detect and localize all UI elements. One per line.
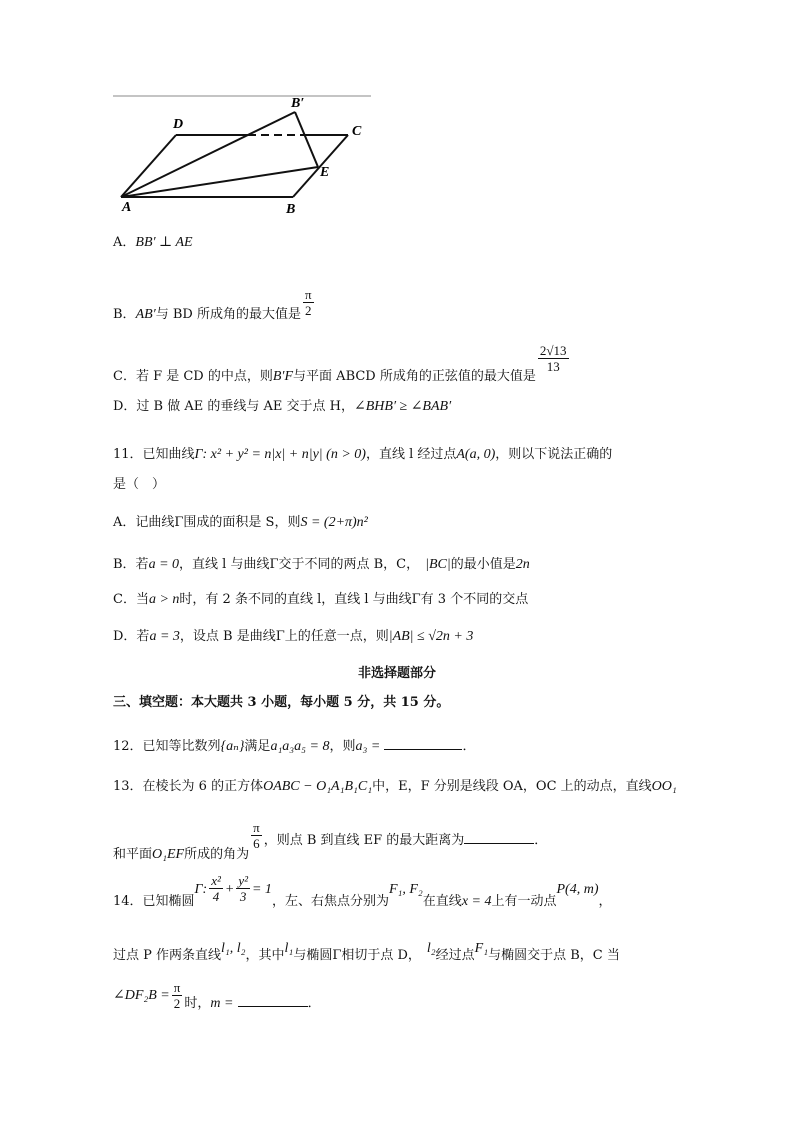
geometry-figure [113, 95, 375, 220]
q11-d-m1: a = 3 [149, 629, 180, 644]
q14-fx-num: x² [211, 873, 221, 888]
q11-curve: Γ: x² + y² = n|x| + n|y| (n > 0) [194, 447, 366, 462]
q11-stem-c: ，则以下说法正确的 [495, 447, 613, 462]
q11-b-text1: ，直线 l 与曲线Γ交于不同的两点 B，C， [179, 557, 420, 572]
q13-line-oo1: OO₁ [651, 779, 677, 794]
q14-lines-l1l2: l₁, l₂ [221, 941, 246, 956]
q14-fx-den: 4 [212, 889, 220, 904]
q12-c: ，则 [329, 739, 356, 754]
q11-a-text: A．记曲线Γ围成的面积是 S，则 [113, 515, 301, 530]
q14-fraction [172, 980, 183, 1011]
q14-end: ． [307, 996, 321, 1011]
q10-d-prefix: D．过 B 做 AE 的垂线与 AE 交于点 H， [113, 399, 354, 414]
q10-c-prefix: C．若 F 是 CD 的中点，则 [113, 369, 273, 384]
label-B: B [286, 202, 296, 217]
q10-b-text: 与 BD 所成角的最大值是 [155, 307, 301, 322]
q14-e: ， [598, 894, 612, 909]
q10-d-math: ∠BHB′ ≥ ∠BAB′ [354, 399, 452, 414]
q11-option-a [113, 514, 368, 532]
q14-plus: + [224, 882, 235, 897]
q14-g: ，其中 [245, 948, 285, 963]
label-B-prime: B′ [291, 96, 305, 111]
edge-B-prime-E [295, 112, 318, 167]
q10-c-frac-den: 13 [546, 359, 560, 374]
q11-b-m1: a = 0 [148, 557, 180, 572]
q14-l2: l₂ [426, 941, 436, 956]
q10-c-frac-num: 2√13 [539, 343, 567, 358]
q14-point-p: P(4, m) [556, 882, 599, 897]
q13-frac-den: 6 [253, 836, 260, 851]
q14-answer-blank[interactable] [238, 992, 308, 1007]
q14-c: 在直线 [422, 894, 462, 909]
q14-line3 [113, 980, 321, 1024]
q13-end: ． [534, 833, 548, 848]
q14-line-x4: x = 4 [461, 894, 492, 909]
label-E: E [320, 165, 330, 180]
q14-eq: = 1 [251, 882, 272, 897]
q11-stem-a: 11．已知曲线 [113, 447, 195, 462]
q14-line1 [113, 873, 612, 920]
q11-b-text2: 的最小值是 [450, 557, 516, 572]
q10-c-math: B′F [272, 369, 294, 384]
q14-frac-num: π [173, 980, 181, 995]
q13-cube: OABC − O₁A₁B₁C₁ [263, 779, 373, 794]
q13-answer-blank[interactable] [464, 829, 534, 844]
q12-end: ． [462, 739, 476, 754]
q11-c-prefix: C．当 [113, 592, 149, 607]
q12-line [113, 735, 476, 756]
q14-i: 经过点 [435, 948, 475, 963]
q11-stem-b: ，直线 l 经过点 [365, 447, 457, 462]
q10-b-frac-den: 2 [305, 303, 312, 318]
q14-foci: F₁, F₂ [388, 882, 423, 897]
part3-heading: 三、填空题：本大题共 3 小题，每小题 5 分，共 15 分。 [113, 695, 450, 710]
q10-a-math: BB′ ⊥ AE [135, 235, 193, 250]
q10-b-fraction [303, 287, 314, 318]
q13-c: 和平面 [113, 847, 153, 862]
q14-frac-den: 2 [173, 996, 181, 1011]
q13-plane: O₁EF [152, 847, 185, 862]
q10-b-math: AB′ [135, 307, 156, 322]
q10-a-prefix: A． [113, 235, 136, 250]
q13-frac-num: π [253, 820, 260, 835]
q11-stem-line1 [113, 446, 612, 464]
q13-e: ，则点 B 到直线 EF 的最大距离为 [263, 833, 465, 848]
q11-b-m3: 2n [515, 557, 530, 572]
q11-d-m2: |AB| ≤ √2n + 3 [388, 629, 474, 644]
label-A: A [122, 200, 132, 215]
q14-m-eq: m = [210, 996, 234, 1011]
q12-b: 满足 [244, 739, 271, 754]
q14-d: 上有一动点 [491, 894, 557, 909]
q11-a-math: S = (2+π)n² [300, 515, 368, 530]
q14-frac-x [209, 873, 223, 904]
q11-d-text: ，设点 B 是曲线Γ上的任意一点，则 [179, 629, 389, 644]
q14-k: 时， [184, 996, 211, 1011]
q14-frac-y [236, 873, 250, 904]
q14-f: 过点 P 作两条直线 [113, 948, 222, 963]
q14-fy-den: 3 [239, 889, 247, 904]
q11-c-text: 时，有 2 条不同的直线 l，直线 l 与曲线Γ有 3 个不同的交点 [179, 592, 529, 607]
q14-angle: ∠DF₂B = [113, 988, 170, 1003]
q11-point: A(a, 0) [456, 447, 496, 462]
q11-b-m2: |BC| [425, 557, 451, 572]
q10-b-prefix: B． [113, 307, 136, 322]
q12-target: a₃ = [355, 739, 381, 754]
q10-option-d [113, 398, 451, 416]
section-title: 非选择题部分 [357, 666, 436, 681]
q14-gamma: Γ: [194, 882, 208, 897]
q13-a: 13．在棱长为 6 的正方体 [113, 779, 264, 794]
q14-f1: F₁ [474, 941, 489, 956]
q10-c-fraction [538, 343, 569, 374]
q11-b-prefix: B．若 [113, 557, 149, 572]
q12-answer-blank[interactable] [384, 735, 462, 750]
q14-line2 [113, 940, 620, 970]
q12-a: 12．已知等比数列 [113, 739, 221, 754]
q10-option-b [113, 287, 316, 326]
q11-c-m1: a > n [148, 592, 180, 607]
q13-d: 所成的角为 [184, 847, 250, 862]
q13-line2 [113, 820, 547, 860]
q11-d-prefix: D．若 [113, 629, 150, 644]
q11-option-c [113, 591, 528, 609]
q13-line1 [113, 778, 677, 796]
q12-condition: a₁a₃a₅ = 8 [270, 739, 330, 754]
q10-c-text: 与平面 ABCD 所成角的正弦值的最大值是 [293, 369, 536, 384]
q10-b-frac-num: π [304, 287, 312, 302]
q14-j: 与椭圆交于点 B，C 当 [488, 948, 620, 963]
q14-h: 与椭圆Γ相切于点 D， [293, 948, 421, 963]
edge-AD [121, 135, 176, 197]
q11-stem-line2: 是（ ） [113, 477, 166, 492]
q11-option-d [113, 628, 473, 646]
q13-fraction [251, 820, 262, 851]
q10-option-a [113, 234, 193, 252]
q14-fy-num: y² [238, 873, 248, 888]
q10-option-c [113, 334, 571, 384]
q13-b: 中，E，F 分别是线段 OA，OC 上的动点，直线 [372, 779, 652, 794]
label-D: D [173, 117, 184, 132]
q14-a: 14．已知椭圆 [113, 894, 195, 909]
q11-option-b [113, 556, 530, 574]
q12-sequence: {aₙ} [220, 739, 245, 754]
label-C: C [352, 124, 362, 139]
q14-l1: l₁ [284, 941, 294, 956]
q14-b: ，左、右焦点分别为 [271, 894, 389, 909]
